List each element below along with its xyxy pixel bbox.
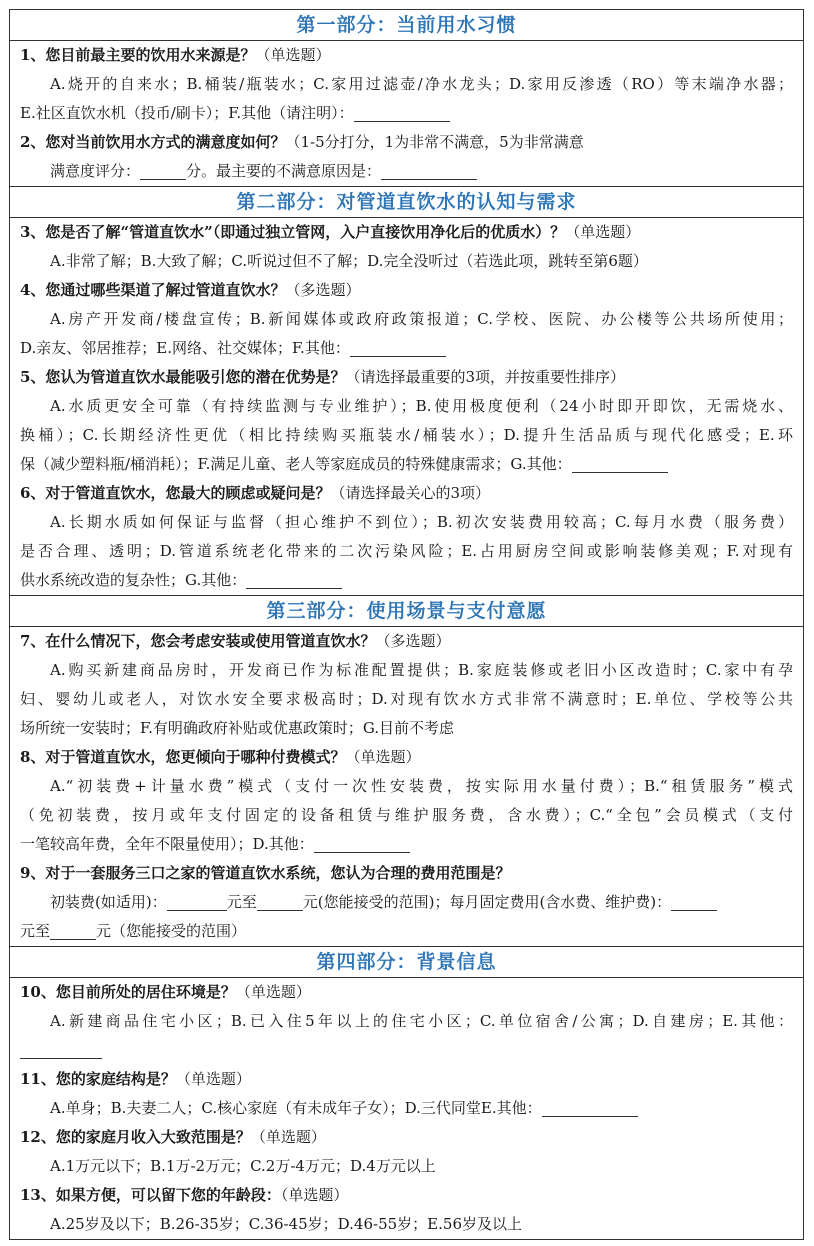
q9-monthly-max-blank[interactable] [50, 921, 96, 940]
q11-other-blank[interactable] [542, 1098, 638, 1117]
q9-install-label: 初装费(如适用)： [50, 893, 167, 911]
question-1-text: 1、您目前最主要的饮用水来源是？ [20, 46, 256, 64]
question-3-text: 3、您是否了解“管道直饮水”（即通过独立管网，入户直接饮用净化后的优质水）？ [20, 223, 566, 241]
question-11-text: 11、您的家庭结构是？ [20, 1070, 176, 1088]
question-8 [20, 743, 793, 772]
q10-other-blank[interactable] [20, 1040, 102, 1059]
q2-score-blank[interactable] [140, 161, 186, 180]
q4-other-blank[interactable] [350, 338, 446, 357]
q8-options-line-1: A.“初装费+计量水费”模式（支付一次性安装费，按实际用水量付费）；B.“租赁服务”模式 [50, 777, 793, 795]
question-6-text: 6、对于管道直饮水，您最大的顾虑或疑问是？ [20, 484, 331, 502]
q5-options-line-3-text: 保（减少塑料瓶/桶消耗）；F.满足儿童、老人等家庭成员的特殊健康需求；G.其他： [20, 455, 572, 473]
q10-other-line [20, 1036, 793, 1065]
question-1 [20, 41, 793, 70]
question-11 [20, 1065, 793, 1094]
q8-options-line-2: （免初装费，按月或年支付固定的设备租赁与维护服务费，含水费）；C.“全包”会员模式（支付 [20, 806, 793, 824]
q9-install-max-blank[interactable] [257, 892, 303, 911]
question-2-note: （1-5分打分，1为非常不满意，5为非常满意 [285, 133, 584, 151]
q5-other-blank[interactable] [572, 454, 668, 473]
section-4-title: 第四部分：背景信息 [10, 946, 803, 978]
question-4 [20, 276, 793, 305]
question-2 [20, 128, 793, 157]
question-7-note: （多选题） [375, 632, 451, 650]
q13-options-line-1: A.25岁及以下；B.26-35岁；C.36-45岁；D.46-55岁；E.56岁及以上 [50, 1215, 522, 1233]
q6-options-line-3-text: 供水系统改造的复杂性；G.其他： [20, 571, 247, 589]
q2-reason-label: 分。最主要的不满意原因是： [186, 162, 382, 180]
q1-options-line-1: A.烧开的自来水；B.桶装/瓶装水；C.家用过滤壶/净水龙头；D.家用反渗透（RO）等末端净水器； [50, 75, 793, 93]
q4-options-line-1: A.房产开发商/楼盘宣传；B.新闻媒体或政府政策报道；C.学校、医院、办公楼等公共场所使用； [50, 310, 793, 328]
question-8-text: 8、对于管道直饮水，您更倾向于哪种付费模式？ [20, 748, 346, 766]
q9-answer-line-1 [20, 888, 793, 917]
question-8-note: （单选题） [345, 748, 421, 766]
question-7-text: 7、在什么情况下，您会考虑安装或使用管道直饮水？ [20, 632, 376, 650]
question-6-note: （请选择最关心的3项） [330, 484, 490, 502]
question-1-note: （单选题） [255, 46, 331, 64]
question-2-text: 2、您对当前饮用水方式的满意度如何？ [20, 133, 286, 151]
question-13 [20, 1181, 793, 1210]
section-2-body [10, 218, 803, 595]
section-3-title: 第三部分：使用场景与支付意愿 [10, 595, 803, 627]
q10-options-line-1: A.新建商品住宅小区；B.已入住5年以上的住宅小区；C.单位宿舍/公寓；D.自建房；E.其他： [50, 1012, 793, 1030]
question-11-note: （单选题） [175, 1070, 251, 1088]
question-10 [20, 978, 793, 1007]
q2-score-label: 满意度评分： [50, 162, 141, 180]
q7-options-line-1: A.购买新建商品房时，开发商已作为标准配置提供；B.家庭装修或老旧小区改造时；C.家中有孕 [50, 661, 793, 679]
q2-reason-blank[interactable] [381, 161, 477, 180]
question-13-note: （单选题） [280, 1186, 349, 1204]
q9-to-label-1: 元至 [226, 893, 257, 911]
question-10-note: （单选题） [235, 983, 311, 1001]
question-4-note: （多选题） [285, 281, 361, 299]
question-5 [20, 363, 793, 392]
q12-options-line-1: A.1万元以下；B.1万-2万元；C.2万-4万元；D.4万元以上 [50, 1157, 436, 1175]
q1-options-line-2-text: E.社区直饮水机（投币/刷卡）；F.其他（请注明）： [20, 104, 354, 122]
section-4-body [10, 978, 803, 1239]
q2-answer-line [20, 157, 793, 186]
question-10-text: 10、您目前所处的居住环境是？ [20, 983, 236, 1001]
q11-options-line-1 [20, 1094, 793, 1123]
q1-options-line-2 [20, 99, 793, 128]
q1-other-blank[interactable] [354, 103, 450, 122]
question-3 [20, 218, 793, 247]
question-12-note: （单选题） [250, 1128, 326, 1146]
q9-range-label: 元（您能接受的范围） [96, 922, 247, 940]
q4-options-line-2-text: D.亲友、邻居推荐；E.网络、社交媒体；F.其他： [20, 339, 350, 357]
section-3-body [10, 627, 803, 946]
q8-options-line-3-text: 一笔较高年费，全年不限量使用）；D.其他： [20, 835, 314, 853]
q6-options-line-1: A.长期水质如何保证与监督（担心维护不到位）；B.初次安装费用较高；C.每月水费（服务费） [50, 513, 793, 531]
q11-options-text: A.单身；B.夫妻二人；C.核心家庭（有未成年子女）；D.三代同堂E.其他： [50, 1099, 542, 1117]
question-12 [20, 1123, 793, 1152]
section-2-title: 第二部分：对管道直饮水的认知与需求 [10, 186, 803, 218]
question-4-text: 4、您通过哪些渠道了解过管道直饮水？ [20, 281, 286, 299]
q4-options-line-2 [20, 334, 793, 363]
question-9 [20, 859, 793, 888]
q5-options-line-2: 换桶）；C.长期经济性更优（相比持续购买瓶装水/桶装水）；D.提升生活品质与现代化感受；E.环 [20, 426, 793, 444]
questionnaire-frame [9, 9, 804, 1240]
q8-other-blank[interactable] [314, 834, 410, 853]
q5-options-line-1: A.水质更安全可靠（有持续监测与专业维护）；B.使用极度便利（24小时即开即饮，无需烧水、 [50, 397, 793, 415]
question-6 [20, 479, 793, 508]
question-3-note: （单选题） [565, 223, 641, 241]
q8-options-line-3 [20, 830, 793, 859]
question-13-text: 13、如果方便，可以留下您的年龄段： [20, 1186, 281, 1204]
q3-options-line-1: A.非常了解；B.大致了解；C.听说过但不了解；D.完全没听过（若选此项，跳转至第6题） [50, 252, 648, 270]
q9-install-min-blank[interactable] [167, 892, 227, 911]
question-7 [20, 627, 793, 656]
q9-monthly-min-blank[interactable] [671, 892, 717, 911]
q6-options-line-2: 是否合理、透明；D.管道系统老化带来的二次污染风险；E.占用厨房空间或影响装修美观；F.对现有 [20, 542, 793, 560]
question-5-text: 5、您认为管道直饮水最能吸引您的潜在优势是？ [20, 368, 346, 386]
q7-options-line-2: 妇、婴幼儿或老人，对饮水安全要求极高时；D.对现有饮水方式非常不满意时；E.单位、学校等公共 [20, 690, 793, 708]
question-5-note: （请选择最重要的3项，并按重要性排序） [345, 368, 625, 386]
question-12-text: 12、您的家庭月收入大致范围是？ [20, 1128, 251, 1146]
q9-answer-line-2 [20, 917, 793, 946]
q9-monthly-label: 元(您能接受的范围)；每月固定费用(含水费、维护费)： [302, 893, 672, 911]
q9-to-label-2: 元至 [20, 922, 51, 940]
section-1-title: 第一部分：当前用水习惯 [10, 10, 803, 41]
q5-options-line-3 [20, 450, 793, 479]
question-9-text: 9、对于一套服务三口之家的管道直饮水系统，您认为合理的费用范围是？ [20, 864, 511, 882]
q6-other-blank[interactable] [246, 570, 342, 589]
q7-options-line-3: 场所统一安装时；F.有明确政府补贴或优惠政策时；G.目前不考虑 [20, 719, 455, 737]
section-1-body [10, 41, 803, 186]
q6-options-line-3 [20, 566, 793, 595]
